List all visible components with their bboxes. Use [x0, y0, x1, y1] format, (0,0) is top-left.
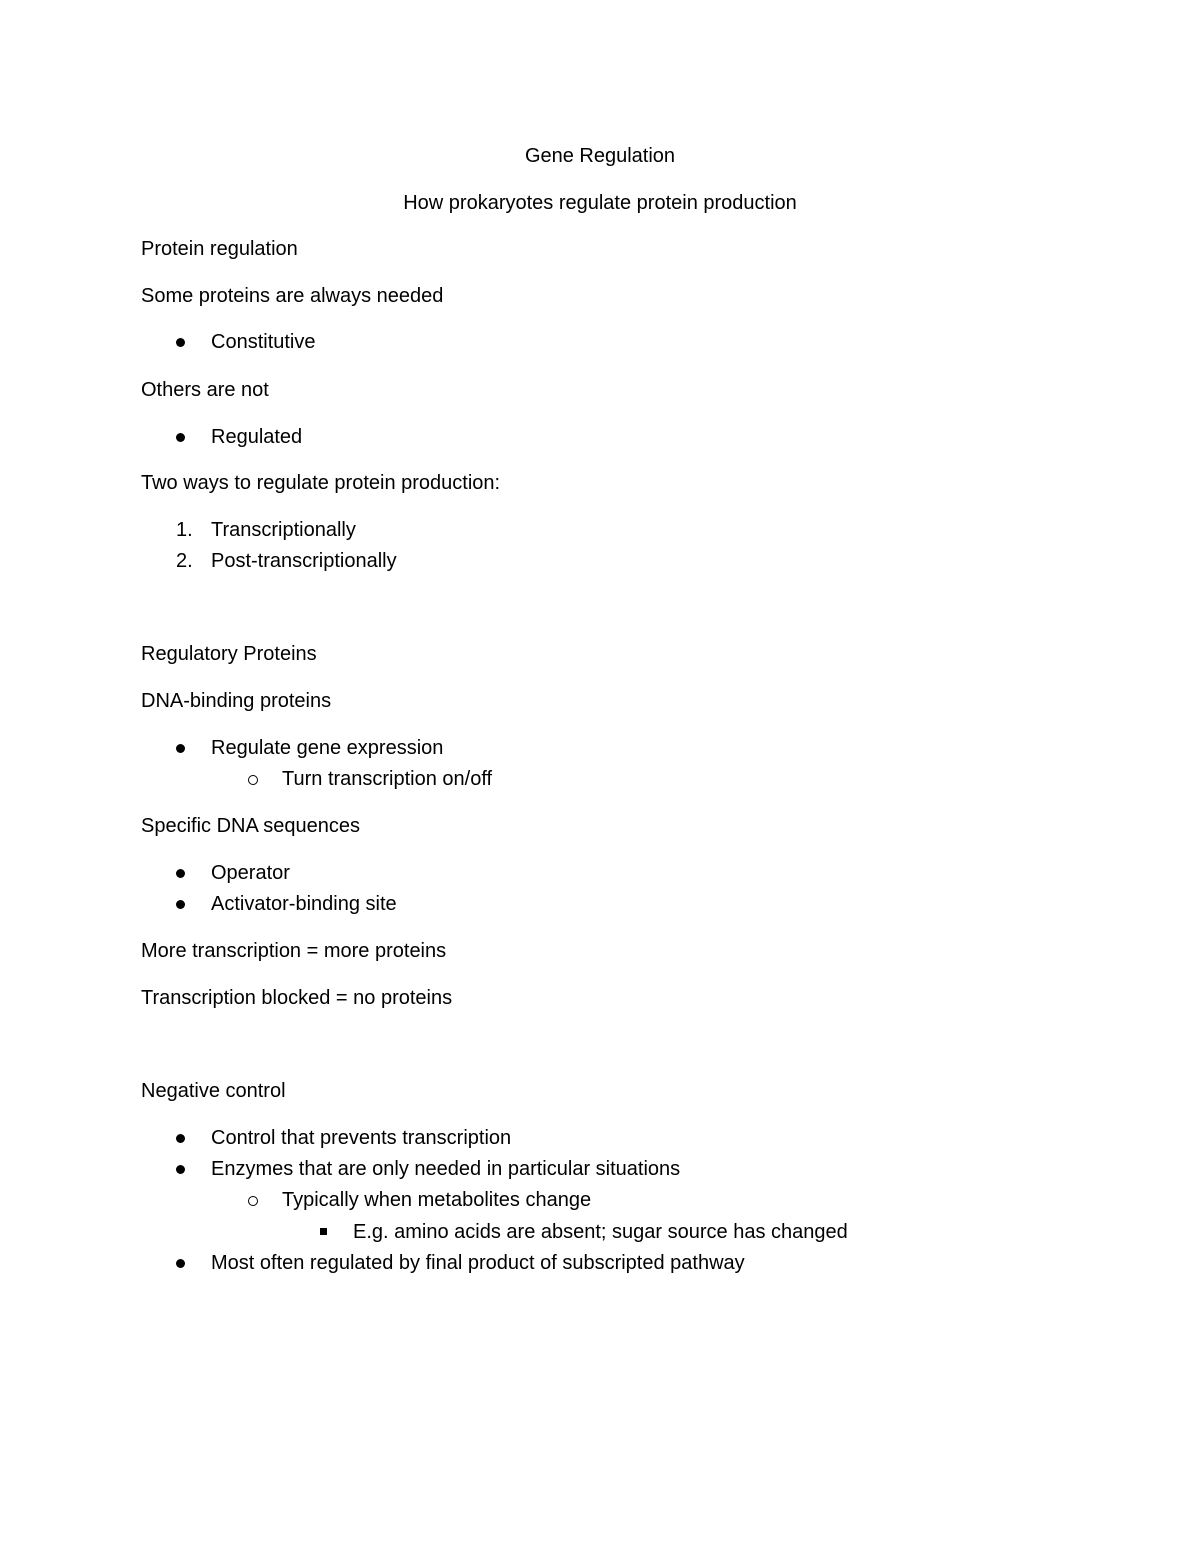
paragraph-line: Transcription blocked = no proteins	[141, 987, 453, 1009]
section-heading-protein-regulation: Protein regulation	[141, 238, 298, 260]
bullet-disc-icon	[176, 891, 185, 909]
bullet-item: Activator-binding site	[211, 893, 397, 915]
section-heading-regulatory-proteins: Regulatory Proteins	[141, 643, 317, 665]
numbered-list-item: Post-transcriptionally	[211, 550, 397, 572]
paragraph-line: Others are not	[141, 379, 269, 401]
bullet-circle-icon	[248, 1187, 258, 1206]
list-number: 1.	[176, 519, 193, 541]
bullet-disc-icon	[176, 1156, 185, 1174]
bullet-item: Constitutive	[211, 331, 316, 353]
bullet-disc-icon	[176, 329, 185, 347]
paragraph-line: DNA-binding proteins	[141, 690, 332, 712]
bullet-item: Regulated	[211, 426, 303, 448]
bullet-item: Operator	[211, 862, 290, 884]
bullet-disc-icon	[176, 424, 185, 442]
sub-sub-bullet-item: E.g. amino acids are absent; sugar source has changed	[353, 1221, 848, 1243]
sub-bullet-item: Turn transcription on/off	[282, 768, 493, 790]
list-number: 2.	[176, 550, 193, 572]
bullet-disc-icon	[176, 1250, 185, 1268]
paragraph-line: Some proteins are always needed	[141, 285, 444, 307]
bullet-item: Most often regulated by final product of subscripted pathway	[211, 1252, 745, 1274]
bullet-item: Regulate gene expression	[211, 737, 444, 759]
paragraph-line: More transcription = more proteins	[141, 940, 447, 962]
numbered-list-item: Transcriptionally	[211, 519, 356, 541]
paragraph-line: Two ways to regulate protein production:	[141, 472, 501, 494]
paragraph-line: Specific DNA sequences	[141, 815, 361, 837]
bullet-item: Control that prevents transcription	[211, 1127, 512, 1149]
bullet-disc-icon	[176, 860, 185, 878]
bullet-item: Enzymes that are only needed in particular situations	[211, 1158, 681, 1180]
sub-bullet-item: Typically when metabolites change	[282, 1189, 592, 1211]
bullet-square-icon	[320, 1219, 327, 1235]
bullet-circle-icon	[248, 766, 258, 785]
document-title: Gene Regulation	[524, 145, 676, 167]
document-subtitle: How prokaryotes regulate protein production	[403, 192, 797, 214]
section-heading-negative-control: Negative control	[141, 1080, 286, 1102]
bullet-disc-icon	[176, 1125, 185, 1143]
bullet-disc-icon	[176, 735, 185, 753]
